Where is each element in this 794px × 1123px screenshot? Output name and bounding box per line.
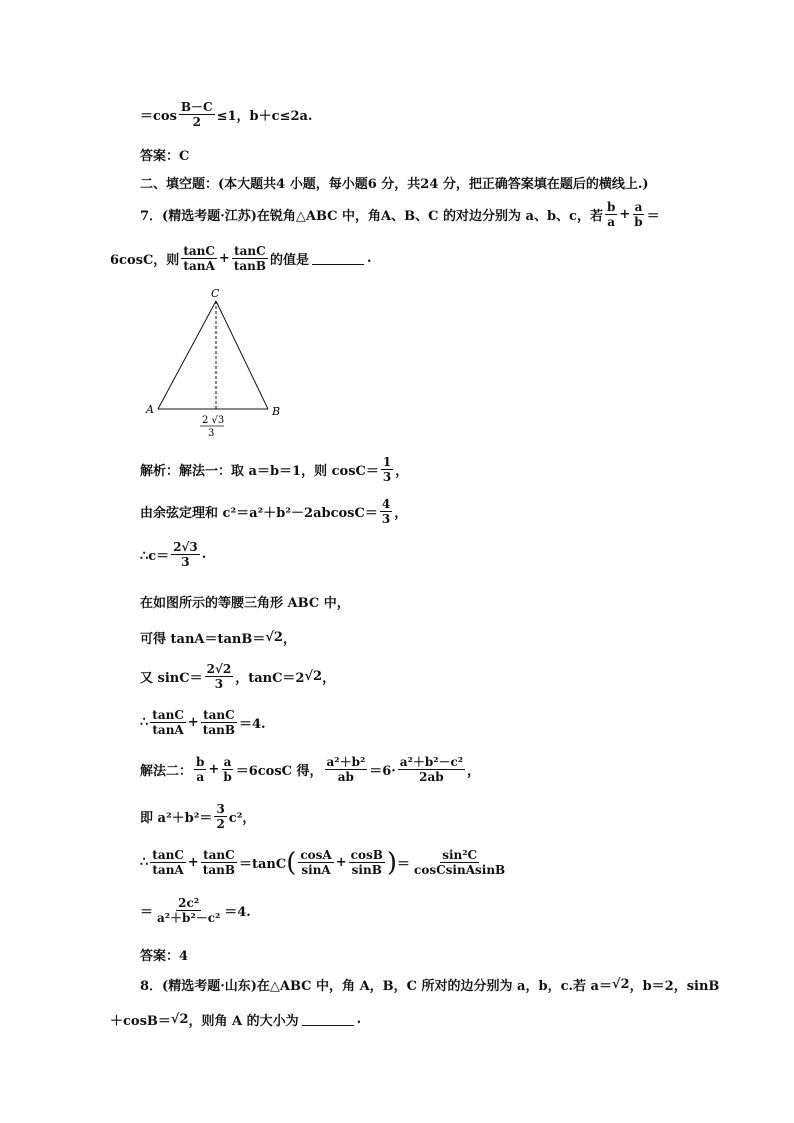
numerator: b	[606, 200, 616, 214]
numerator: 3	[216, 802, 225, 816]
denominator: cosCsinAsinB	[414, 863, 506, 877]
numerator: tanC	[183, 244, 215, 258]
answer-blank[interactable]	[312, 252, 364, 265]
text: +	[619, 207, 631, 222]
text: ＝6cosC 得，	[235, 764, 323, 779]
numerator: cosB	[350, 848, 383, 862]
solution-2	[140, 497, 407, 526]
denominator: 2	[216, 817, 225, 831]
text: 解析：解法一：取 a＝b＝1，则 cosC＝	[140, 464, 379, 479]
answer-7: 答案：4	[140, 949, 189, 964]
text: ∴	[140, 855, 149, 870]
numerator: b	[196, 755, 205, 769]
denominator: tanB	[202, 723, 235, 737]
denominator: 2ab	[419, 770, 444, 784]
numerator: a	[634, 200, 643, 214]
numerator: a²＋b²	[326, 755, 366, 769]
denominator: b	[634, 215, 643, 229]
sqrt-expr: √2	[304, 669, 323, 684]
numerator: 2c²	[178, 896, 200, 910]
solution-3	[140, 540, 206, 569]
text: ＝	[646, 209, 660, 224]
fraction	[381, 455, 393, 484]
fraction	[632, 200, 644, 229]
sqrt-expr: √2	[170, 1012, 189, 1027]
solution-6	[140, 662, 335, 691]
text: ，tanC＝2	[235, 671, 305, 686]
fraction	[398, 755, 465, 784]
text: ＝4.	[238, 717, 266, 732]
section-heading: 二、填空题：(本大题共4 小题，每小题6 分，共24 分，把正确答案填在题后的横线上.)	[140, 177, 649, 192]
right-paren: )	[386, 847, 398, 878]
denominator: tanB	[202, 863, 235, 877]
denominator: 3	[214, 677, 224, 691]
solution-11	[140, 896, 251, 925]
solution-4: 在如图所示的等腰三角形 ABC 中，	[140, 596, 350, 611]
text: +	[335, 855, 347, 870]
denominator: a	[607, 215, 616, 229]
text: ，则角 A 的大小为	[188, 1014, 299, 1029]
fraction	[194, 755, 206, 784]
text: 即 a²＋b²＝	[140, 811, 213, 826]
text: .	[201, 547, 207, 562]
fraction	[181, 244, 217, 273]
numerator: tanC	[203, 848, 235, 862]
fraction	[298, 848, 333, 877]
text: ＝	[140, 905, 154, 920]
denominator: tanB	[233, 259, 266, 273]
numerator: sin²C	[442, 848, 478, 862]
denominator: 3	[181, 555, 190, 569]
denominator: 3	[381, 512, 391, 526]
text: .	[367, 251, 372, 266]
text: 由余弦定理和 c²＝a²＋b²－2abcosC＝	[140, 506, 378, 521]
denominator: tanA	[152, 723, 184, 737]
numerator: 1	[382, 455, 392, 469]
text: ＝4.	[224, 905, 251, 920]
fraction	[214, 802, 226, 831]
fraction	[349, 848, 385, 877]
text: 的值是	[270, 253, 310, 268]
text: ，	[322, 671, 336, 686]
numerator: a	[223, 755, 232, 769]
text: +	[187, 715, 199, 730]
denominator: tanA	[183, 259, 215, 273]
numerator: tanC	[234, 244, 266, 258]
text: +	[208, 762, 220, 777]
solution-10	[140, 848, 509, 877]
fraction	[150, 708, 186, 737]
side-ac	[158, 301, 216, 409]
text: 可得 tanA＝tanB＝	[140, 632, 266, 647]
numerator: a²＋b²－c²	[399, 755, 464, 769]
numerator: tanC	[152, 848, 184, 862]
text: +	[187, 855, 199, 870]
line-cos-bound	[140, 100, 312, 129]
text: ，	[395, 464, 409, 479]
fraction	[179, 100, 215, 129]
solution-5	[140, 628, 296, 647]
side-bc	[216, 301, 268, 409]
text: ≤1，b＋c≤2a.	[216, 109, 313, 124]
fraction	[232, 244, 268, 273]
triangle-figure	[140, 285, 290, 440]
label-c: C	[211, 287, 220, 300]
fraction	[221, 755, 233, 784]
text: ，	[282, 632, 296, 647]
numerator: B－C	[180, 100, 213, 114]
left-paren: (	[286, 847, 297, 878]
denominator: 2	[192, 115, 201, 129]
fraction	[412, 848, 507, 877]
fraction	[325, 755, 368, 784]
label-b: B	[272, 405, 281, 418]
denominator: ab	[337, 770, 354, 784]
fraction	[150, 848, 186, 877]
text: 6cosC，则	[110, 253, 180, 268]
numerator: 2√3	[173, 540, 198, 554]
text: ＝tanC	[238, 857, 287, 872]
text: 7．(精选考题·江苏)在锐角△ABC 中，角A、B、C 的对边分别为 a、b、c，若	[140, 209, 603, 224]
fraction	[201, 848, 237, 877]
fraction	[171, 540, 200, 569]
question-7-line2: 6cosC，则 $\frac{\tan C}{\tan A}$ + $\frac{\tan C}{\tan B}$ 的值是 .	[110, 244, 372, 273]
text: 解法二：	[140, 764, 193, 779]
text: ，	[394, 506, 408, 521]
solution-9	[140, 802, 255, 831]
numerator: tanC	[203, 708, 235, 722]
question-7-line1	[140, 200, 660, 229]
denominator: sinB	[351, 863, 382, 877]
text: 又 sinC＝	[140, 671, 203, 686]
answer-blank[interactable]	[302, 1013, 354, 1026]
fraction	[380, 497, 392, 526]
fraction	[201, 708, 237, 737]
sqrt-expr: √2	[265, 630, 283, 645]
base-numerator: 2 √3	[202, 415, 225, 426]
denominator: sinA	[301, 863, 331, 877]
text: ，b＝2，sinB	[629, 979, 720, 994]
text: ＝6·	[369, 764, 396, 779]
numerator: tanC	[152, 708, 184, 722]
sqrt-expr: √2	[611, 977, 630, 992]
fraction	[205, 662, 234, 691]
numerator: cosA	[300, 848, 332, 862]
text: ＝cos	[140, 109, 177, 124]
label-a: A	[146, 403, 154, 416]
text: ∴	[140, 715, 149, 730]
text: ＋cosB＝	[110, 1014, 171, 1029]
denominator: b	[223, 770, 232, 784]
question-8-line2	[110, 1010, 361, 1029]
fraction	[605, 200, 617, 229]
text: ＝	[397, 857, 411, 872]
text: ∴c＝	[140, 549, 170, 564]
denominator: a	[196, 770, 205, 784]
numerator: 4	[381, 497, 391, 511]
numerator: 2√2	[206, 662, 232, 676]
question-8-line1	[140, 975, 719, 994]
text: ，	[467, 764, 481, 779]
text: .	[356, 1012, 362, 1027]
denominator: a²＋b²－c²	[157, 911, 221, 925]
fraction	[155, 896, 222, 925]
text: 8．(精选考题·山东)在△ABC 中，角 A，B，C 所对的边分别为 a，b，c.若 a＝	[140, 979, 612, 994]
solution-1	[140, 455, 408, 484]
text: c²，	[228, 811, 256, 826]
solution-7	[140, 708, 266, 737]
answer-6: 答案：C	[140, 149, 190, 164]
base-denominator: 3	[208, 428, 215, 439]
denominator: tanA	[152, 863, 184, 877]
denominator: 3	[382, 470, 392, 484]
solution-8	[140, 755, 480, 784]
